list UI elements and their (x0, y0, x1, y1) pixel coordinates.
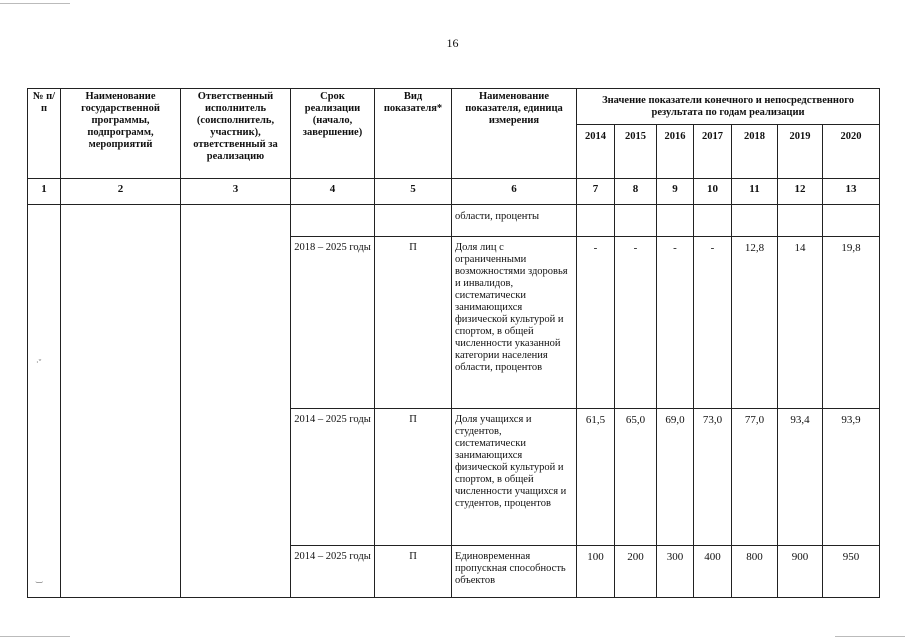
cell-indicator: области, проценты (452, 205, 577, 237)
column-number: 4 (291, 179, 375, 205)
header-type: Вид показателя* (375, 89, 452, 179)
cell-value: 69,0 (657, 409, 694, 546)
header-term: Срок реализации (начало, завершение) (291, 89, 375, 179)
scan-edge-line (0, 636, 70, 637)
column-number: 10 (694, 179, 732, 205)
cell-value: - (694, 237, 732, 409)
header-indicator: Наименование показателя, единица измерения (452, 89, 577, 179)
cell-value: 300 (657, 546, 694, 598)
column-number: 6 (452, 179, 577, 205)
column-number: 11 (732, 179, 778, 205)
cell-value (732, 205, 778, 237)
header-year: 2019 (778, 125, 823, 179)
cell-value: 65,0 (615, 409, 657, 546)
header-year: 2015 (615, 125, 657, 179)
cell-value: 93,4 (778, 409, 823, 546)
column-number: 8 (615, 179, 657, 205)
column-number: 5 (375, 179, 452, 205)
scan-edge-line (0, 3, 70, 4)
cell-value (615, 205, 657, 237)
header-num: № п/п (28, 89, 61, 179)
column-number: 3 (181, 179, 291, 205)
cell-indicator: Доля лиц с ограниченными возможностями здоровья и инвалидов, систематически занимающихся физической культурой и спортом, в общей численности указанной категории населения области, процентов (452, 237, 577, 409)
header-values: Значение показатели конечного и непосредственного результата по годам реализации (577, 89, 880, 125)
cell-value: 77,0 (732, 409, 778, 546)
cell-indicator: Доля учащихся и студентов, систематически занимающихся физической культурой и спортом, в общей численности учащихся и студентов, процентов (452, 409, 577, 546)
column-number-row (28, 179, 880, 205)
cell-value: 14 (778, 237, 823, 409)
scan-speck: ‿ (36, 574, 43, 583)
cell-program (61, 205, 181, 598)
cell-type: П (375, 409, 452, 546)
header-executor: Ответственный исполнитель (соисполнитель, участник), ответственный за реализацию (181, 89, 291, 179)
page-number: 16 (446, 36, 459, 50)
cell-term: 2014 – 2025 годы (291, 546, 375, 598)
column-number: 9 (657, 179, 694, 205)
table-row (28, 205, 880, 237)
cell-value: 19,8 (823, 237, 880, 409)
cell-value (694, 205, 732, 237)
cell-value (823, 205, 880, 237)
header-year: 2018 (732, 125, 778, 179)
cell-type: П (375, 546, 452, 598)
column-number: 1 (28, 179, 61, 205)
cell-term: 2018 – 2025 годы (291, 237, 375, 409)
cell-value: 73,0 (694, 409, 732, 546)
cell-type: П (375, 237, 452, 409)
cell-value: 100 (577, 546, 615, 598)
scan-speck: ·ˇ (36, 358, 42, 367)
cell-value (778, 205, 823, 237)
header-year: 2017 (694, 125, 732, 179)
cell-value: 800 (732, 546, 778, 598)
header-program: Наименование государственной программы, подпрограмм, мероприятий (61, 89, 181, 179)
scan-edge-line (835, 636, 905, 637)
cell-executor (181, 205, 291, 598)
cell-term: 2014 – 2025 годы (291, 409, 375, 546)
header-year: 2014 (577, 125, 615, 179)
column-number: 12 (778, 179, 823, 205)
cell-indicator: Единовременная пропускная способность объектов (452, 546, 577, 598)
cell-value (657, 205, 694, 237)
cell-value: 93,9 (823, 409, 880, 546)
cell-value: 950 (823, 546, 880, 598)
cell-value: 61,5 (577, 409, 615, 546)
cell-type (375, 205, 452, 237)
cell-value: 200 (615, 546, 657, 598)
cell-value (577, 205, 615, 237)
header-row-top (28, 89, 880, 125)
cell-term (291, 205, 375, 237)
cell-value: - (615, 237, 657, 409)
header-year: 2016 (657, 125, 694, 179)
cell-value: - (577, 237, 615, 409)
cell-value: 400 (694, 546, 732, 598)
column-number: 7 (577, 179, 615, 205)
cell-value: 12,8 (732, 237, 778, 409)
cell-value: - (657, 237, 694, 409)
column-number: 2 (61, 179, 181, 205)
cell-num (28, 205, 61, 598)
header-year: 2020 (823, 125, 880, 179)
cell-value: 900 (778, 546, 823, 598)
column-number: 13 (823, 179, 880, 205)
indicators-table (27, 88, 880, 598)
